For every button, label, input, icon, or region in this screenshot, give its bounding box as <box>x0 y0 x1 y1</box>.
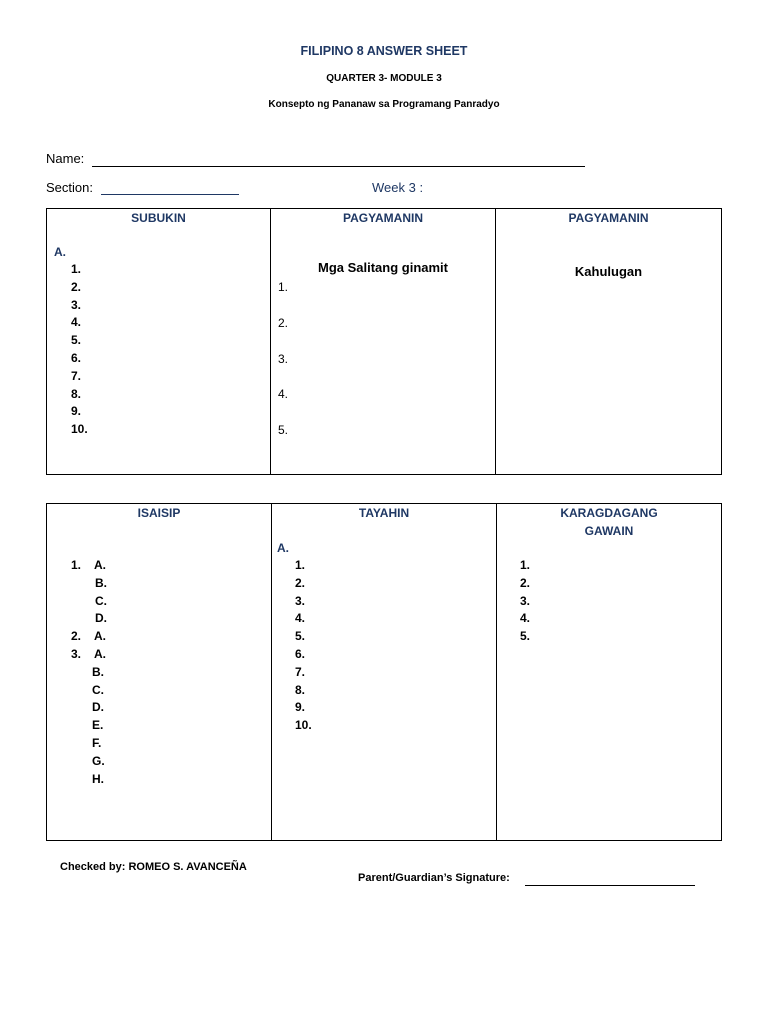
pagyamanin-header-2: PAGYAMANIN <box>568 211 649 225</box>
list-item: 4. <box>295 611 306 626</box>
list-item: 5. <box>295 629 306 644</box>
list-item: 1. <box>278 280 289 294</box>
list-item: 2. <box>71 279 82 294</box>
list-item: 8. <box>71 386 82 401</box>
list-item: 5. <box>278 423 289 438</box>
list-item-letter: H. <box>92 771 104 786</box>
list-item-number: 1. <box>71 558 82 572</box>
isaisip-header: ISAISIP <box>137 506 181 520</box>
gawain-header: GAWAIN <box>584 524 634 538</box>
list-item: 9. <box>295 700 306 715</box>
answer-table-2 <box>46 503 722 841</box>
list-item: 2. <box>295 575 306 590</box>
list-item: 8. <box>295 682 306 697</box>
list-item: 5. <box>520 629 531 644</box>
list-item: 3. <box>278 351 289 366</box>
tayahin-part-label: A. <box>277 541 289 555</box>
list-item-letter: D. <box>95 611 107 626</box>
list-item-letter: C. <box>95 593 107 608</box>
list-item: 5. <box>71 333 82 348</box>
list-item: 3. <box>71 297 82 312</box>
list-item: 10. <box>71 422 88 437</box>
list-item-letter: G. <box>92 753 105 768</box>
list-item: 3. <box>520 593 531 608</box>
name-field[interactable] <box>92 152 585 167</box>
list-item-letter: A. <box>94 647 106 661</box>
list-item: 4. <box>278 387 289 402</box>
list-item: 9. <box>71 404 82 419</box>
list-item: 7. <box>71 368 82 383</box>
quarter-label: QUARTER 3- MODULE 3 <box>326 73 442 84</box>
list-item-letter: E. <box>92 718 104 733</box>
list-item: 1. <box>520 558 531 572</box>
list-item: 4. <box>71 315 82 330</box>
mga-salitang-ginamit-label: Mga Salitang ginamit <box>317 260 448 275</box>
list-item: 4. <box>520 611 531 626</box>
list-item: 2. <box>278 315 289 330</box>
list-item: 10. <box>295 718 312 733</box>
page-subtitle: Konsepto ng Pananaw sa Programang Panradyo <box>268 99 500 110</box>
list-item-letter: A. <box>94 558 106 572</box>
list-item: 1. <box>71 262 82 276</box>
page-title: FILIPINO 8 ANSWER SHEET <box>300 44 468 58</box>
pagyamanin-header: PAGYAMANIN <box>342 211 423 225</box>
list-item-number: 2. <box>71 629 82 644</box>
table-divider <box>496 504 497 840</box>
signature-label: Parent/Guardian’s Signature: <box>358 872 510 884</box>
table-divider <box>271 504 272 840</box>
list-item-letter: A. <box>94 629 106 644</box>
list-item: 6. <box>295 647 306 661</box>
section-label: Section: <box>46 180 93 195</box>
week-label: Week 3 : <box>372 180 424 195</box>
list-item-letter: D. <box>92 700 104 715</box>
list-item-number: 3. <box>71 647 82 661</box>
tayahin-header: TAYAHIN <box>358 506 410 520</box>
list-item: 6. <box>71 351 82 365</box>
list-item: 2. <box>520 575 531 590</box>
kahulugan-label: Kahulugan <box>574 264 643 279</box>
checked-by-label: Checked by: ROMEO S. AVANCEÑA <box>60 861 247 873</box>
list-item-letter: B. <box>95 575 107 590</box>
subukin-part-label: A. <box>54 245 66 259</box>
list-item: 1. <box>295 558 306 572</box>
signature-field[interactable] <box>525 871 695 886</box>
list-item-letter: F. <box>92 736 102 750</box>
isaisip-list <box>47 557 271 827</box>
list-item-letter: B. <box>92 664 104 679</box>
list-item: 3. <box>295 593 306 608</box>
list-item-letter: C. <box>92 682 104 697</box>
table-divider <box>495 209 496 474</box>
subukin-header: SUBUKIN <box>131 211 186 225</box>
karagdagang-header: KARAGDAGANG <box>560 506 658 520</box>
answer-table-1 <box>46 208 722 475</box>
section-field[interactable] <box>101 180 239 195</box>
name-label: Name: <box>46 151 85 166</box>
table-divider <box>270 209 271 474</box>
list-item: 7. <box>295 664 306 679</box>
